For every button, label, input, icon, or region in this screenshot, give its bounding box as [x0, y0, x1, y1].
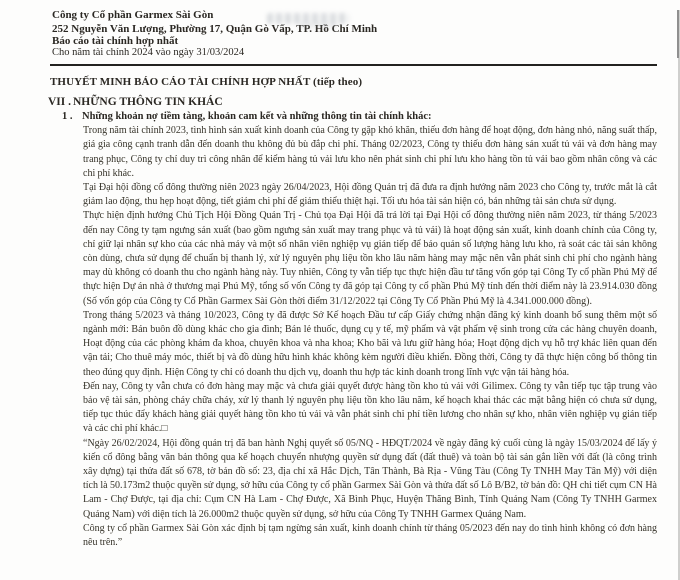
paragraph-3: Thực hiện định hướng Chủ Tịch Hội Đồng Quản Trị - Chủ tọa Đại Hội đã trả lời tại Đại Hội cổ đông thường niên năm 2023, từ tháng 5/2023 đến nay Công ty tạm ngưng sản xuất (bao gồm ngưng sản xuất may trang phục và tủ vải) là hoạt động sản xuất, kinh doanh chính của Công ty, chỉ giữ lại nhân sự kho của các nhà máy và một số nhân viên nghiệp vụ gián tiếp để bảo quản số lượng hàng lưu kho, rà soát các tài sản không còn dùng, chưa sử dụng để chuẩn bị thanh lý, xử lý nguyên phụ liệu tồn kho lâu năm hàng may mặc nên vẫn phát sinh chi phí cho ngành hàng may dù không có doanh thu cho ngành hàng này. Tuy nhiên, Công ty vẫn tiếp tục thực hiện đầu tư tăng vốn góp tại Công Ty cổ phần Phú Mỹ để thực hiện Dự án nhà ở thương mại Phú Mỹ, tổng số vốn Công ty đã góp tại Công ty cổ phần Phú Mỹ tính đến thời điểm này là 23.914.030 đồng (Số vốn góp của Công ty Cổ Phần Garmex Sài Gòn thời điểm 31/12/2022 tại Công Ty Cổ Phần Phú Mỹ là 4.341.000.000 đồng). — [83, 210, 657, 307]
scan-watermark-smudge-2 — [299, 23, 337, 29]
section-number: VII . — [48, 96, 72, 109]
report-type: Báo cáo tài chính hợp nhất — [52, 34, 179, 47]
paragraph-5: Đến nay, Công ty vẫn chưa có đơn hàng may mặc và chưa giải quyết được hàng tồn kho tủ vải với Gilimex. Công ty vẫn tiếp tục tập trung vào bảo vệ tài sản, phòng cháy chữa cháy, xử lý thanh lý nguyên phụ liệu tồn kho lâu năm, kế hoạch khai thác các mặt bằng hiện có chưa sử dụng, tiếp tục thúc đẩy khách hàng giải quyết hàng tồn kho tủ vải và vẫn phát sinh chi phí tiền lương cho nhân sự kho, nhân viên nghiệp vụ gián tiếp và các chi phí khác.□ — [83, 380, 657, 435]
paragraph-7: Công ty cổ phần Garmex Sài Gòn xác định bị tạm ngừng sản xuất, kinh doanh chính từ tháng 05/2023 đến nay do tình hình không có đơn hàng nêu trên.” — [83, 522, 657, 549]
paragraph-2: Tại Đại hội đồng cổ đông thường niên 2023 ngày 26/04/2023, Hội đồng Quản trị đã đưa ra định hướng năm 2023 cho Công ty, trước mắt là cắt giảm lao động, thu hẹp hoạt động, tiết giảm chi phí để giảm thiểu thiệt hại. Tối ưu hóa tài sản hiện có, bán những tài sản chưa sử dụng. — [83, 182, 657, 208]
scan-edge-dark-segment — [677, 10, 679, 58]
paragraph-1: Trong năm tài chính 2023, tình hình sản xuất kinh doanh của Công ty gặp khó khăn, thiếu đơn hàng để hoạt động, đơn hàng nhỏ, năng suất thấp, giá gia công cạnh tranh dẫn đến doanh thu không đủ bù đắp chi phí. Tháng 02/2023, Công ty thiếu đơn hàng sản xuất tủ vải và đơn hàng may trang phục, Công ty chỉ duy trì công nhân để kiểm hàng tủ vải lưu kho nên phát sinh chi phí lưu kho hàng tồn tủ vải bao gồm nhân công và các chi phí khác. — [83, 125, 657, 179]
document-page — [0, 10, 680, 580]
report-period: Cho năm tài chính 2024 vào ngày 31/03/2024 — [52, 47, 245, 59]
note-body — [83, 124, 657, 550]
company-name: Công ty Cổ phần Garmex Sài Gòn — [52, 9, 214, 21]
item-title: Những khoản nợ tiềm tàng, khoản cam kết và những thông tin tài chính khác: — [82, 111, 432, 123]
section-heading — [48, 96, 680, 108]
section-title: NHỮNG THÔNG TIN KHÁC — [73, 96, 223, 109]
report-header — [52, 10, 680, 59]
item-number: 1 . — [62, 111, 73, 123]
paragraph-4: Trong tháng 5/2023 và tháng 10/2023, Công ty đã được Sở Kế hoạch Đầu tư cấp Giấy chứng nhận đăng ký kinh doanh bổ sung thêm một số ngành mới: Bán buôn đồ dùng khác cho gia đình; Bán lẻ thuốc, dụng cụ y tế, mỹ phẩm và vật phẩm vệ sinh trong cửa các hàng chuyên doanh, Hoạt động của các phòng khám đa khoa, chuyên khoa và nha khoa; Kho bãi và lưu giữ hàng hóa; Hoạt động dịch vụ hỗ trợ khác liên quan đến vận tải; Cho thuê máy móc, thiết bị và đồ dùng hữu hình khác không kèm người điều khiển. Đồng thời, Công ty đã thực hiện công bố thông tin theo đúng quy định. Hiện Công ty chỉ có doanh thu dịch vụ, doanh thu hợp tác kinh doanh trong lĩnh vực vận tải hàng hóa. — [83, 309, 657, 378]
company-address: 252 Nguyễn Văn Lượng, Phường 17, Quận Gò Vấp, TP. Hồ Chí Minh — [52, 22, 378, 35]
document-title: THUYẾT MINH BÁO CÁO TÀI CHÍNH HỢP NHẤT (tiếp theo) — [50, 76, 363, 89]
header-divider — [50, 64, 657, 66]
item-heading — [62, 111, 680, 122]
paragraph-6: “Ngày 26/02/2024, Hội đồng quản trị đã ban hành Nghị quyết số 05/NQ - HĐQT/2024 về ngày đăng ký cuối cùng là ngày 15/03/2024 để lấy ý kiến cổ đông bằng văn bản thông qua kế hoạch chuyển nhượng quyền sử dụng đất (đất thuê) và toàn bộ tài sản gắn liền với đất (là công trình xây dựng) tại thửa đất số 678, tờ bản đồ số: 23, địa chỉ xã Hắc Dịch, Tân Thành, Bà Rịa - Vũng Tàu (Công Ty TNHH May Tân Mỹ) với diện tích là 50.173m2 thuộc quyền sử dụng, sở hữu của Công ty cổ phần Garmex Sài Gòn và thửa đất số Lô B/B2, tờ bản đồ: QH chi tiết cụm CN Hà Lam - Chợ Được, tại địa chỉ: Cụm CN Hà Lam - Chợ Được, Xã Bình Phục, Huyện Thăng Bình, Tỉnh Quảng Nam (Công Ty TNHH Garmex Quảng Nam) với diện tích là 26.000m2 thuộc quyền sử dụng, sở hữu của Công Ty TNHH Garmex Quảng Nam. — [83, 437, 657, 520]
